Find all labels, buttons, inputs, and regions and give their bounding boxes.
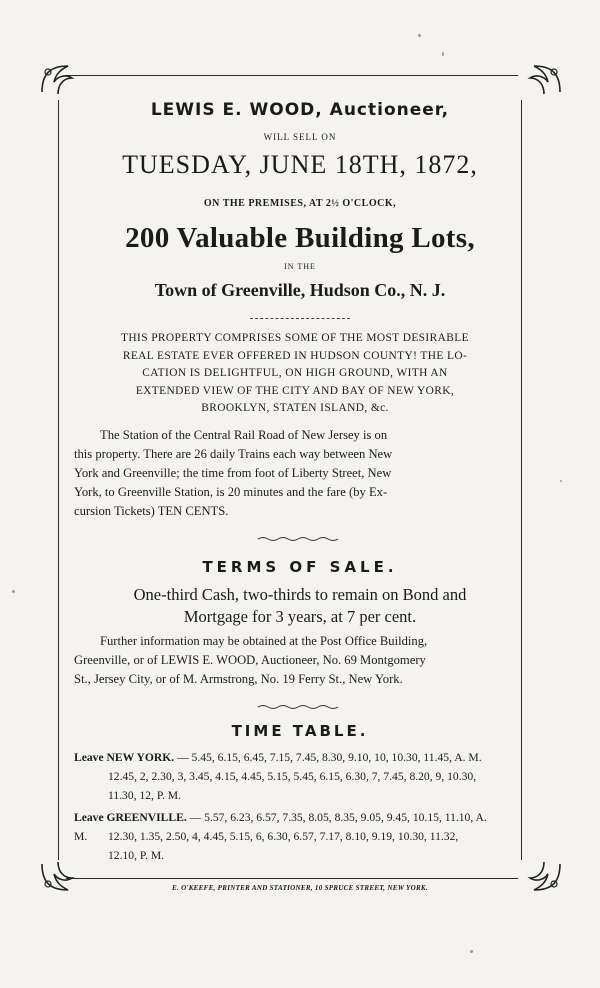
terms-text [60, 584, 540, 628]
station-line: The Station of the Central Rail Road of New Jersey is on [100, 428, 388, 442]
frame-left-border [58, 100, 59, 860]
auctioneer-line: LEWIS E. WOOD, Auctioneer, [150, 100, 450, 120]
terms-line: One-third Cash, two-thirds to remain on Bond and [133, 585, 467, 604]
premises-line: ON THE PREMISES, AT 2½ O'CLOCK, [203, 198, 397, 209]
timetable-times: 12.45, 2, 2.30, 3, 3.45, 4.15, 4.45, 5.15, 5.45, 6.15, 6.30, 7, 7.45, 8.20, 9, 10.30, [108, 770, 477, 783]
paper-speck [442, 52, 444, 56]
station-line: cursion Tickets) TEN CENTS. [74, 504, 229, 518]
property-line: BROOKLYN, STATEN ISLAND, &c. [201, 402, 389, 414]
terms-line: Mortgage for 3 years, at 7 per cent. [183, 607, 417, 626]
property-line: REAL ESTATE EVER OFFERED IN HUDSON COUNTY! THE LO- [122, 349, 468, 362]
station-line: this property. There are 26 daily Trains each way between New [74, 447, 393, 461]
property-line: THIS PROPERTY COMPRISES SOME OF THE MOST DESIRABLE [121, 332, 469, 344]
corner-ornament-icon [38, 62, 82, 98]
info-paragraph [74, 632, 490, 689]
timetable-times: — 5.45, 6.15, 6.45, 7.15, 7.45, 8.30, 9.10, 10, 10.30, 11.45, A. M. [177, 751, 482, 764]
info-line: St., Jersey City, or of M. Armstrong, No. 19 Ferry St., New York. [74, 672, 403, 686]
paper-speck [470, 950, 473, 953]
paper-speck [560, 480, 562, 482]
printer-imprint: E. O'KEEFE, PRINTER AND STATIONER, 10 SPRUCE STREET, NEW YORK. [172, 884, 428, 892]
town-line: Town of Greenville, Hudson Co., N. J. [154, 280, 446, 300]
headline-building-lots: 200 Valuable Building Lots, [125, 222, 475, 254]
timetable-times: 12.30, 1.35, 2.50, 4, 4.45, 5.15, 6, 6.30, 6.57, 7.17, 8.10, 9.19, 10.30, 11.32, [108, 830, 459, 843]
station-line: York, to Greenville Station, is 20 minutes and the fare (by Ex- [74, 485, 388, 499]
station-paragraph [74, 426, 490, 521]
frame-top-border [66, 75, 518, 76]
info-line: Further information may be obtained at the Post Office Building, [100, 634, 428, 648]
wavy-divider-icon [258, 536, 338, 542]
timetable-heading: TIME TABLE. [231, 722, 369, 740]
timetable-times: 12.10, P. M. [108, 849, 165, 862]
corner-ornament-icon [520, 62, 564, 98]
info-line: Greenville, or of LEWIS E. WOOD, Auctioneer, No. 69 Montgomery [74, 653, 426, 667]
property-line: CATION IS DELIGHTFUL, ON HIGH GROUND, WITH AN [142, 367, 448, 379]
frame-right-border [521, 100, 522, 860]
property-line: EXTENDED VIEW OF THE CITY AND BAY OF NEW YORK, [135, 384, 455, 397]
in-the-line: IN THE [284, 262, 316, 271]
timetable-lead: Leave NEW YORK. [74, 751, 175, 764]
timetable-new-york [74, 748, 494, 767]
timetable-times: 11.30, 12, P. M. [108, 789, 182, 802]
paper-speck [12, 590, 15, 593]
frame-bottom-border [66, 878, 518, 879]
property-paragraph [70, 330, 520, 418]
paper-speck [418, 34, 421, 37]
wavy-divider-icon [258, 704, 338, 710]
will-sell-line: WILL SELL ON [263, 132, 337, 142]
section-rule [250, 318, 350, 319]
timetable-lead: Leave GREENVILLE. [74, 811, 187, 824]
station-line: York and Greenville; the time from foot of Liberty Street, New [74, 466, 392, 480]
sale-date: TUESDAY, JUNE 18TH, 1872, [122, 150, 478, 179]
timetable-times: — 5.57, 6.23, 6.57, 7.35, 8.05, 8.35, 9.05, 9.45, 10.15, 11.10, A. M. [74, 811, 487, 843]
terms-heading: TERMS OF SALE. [202, 558, 398, 576]
